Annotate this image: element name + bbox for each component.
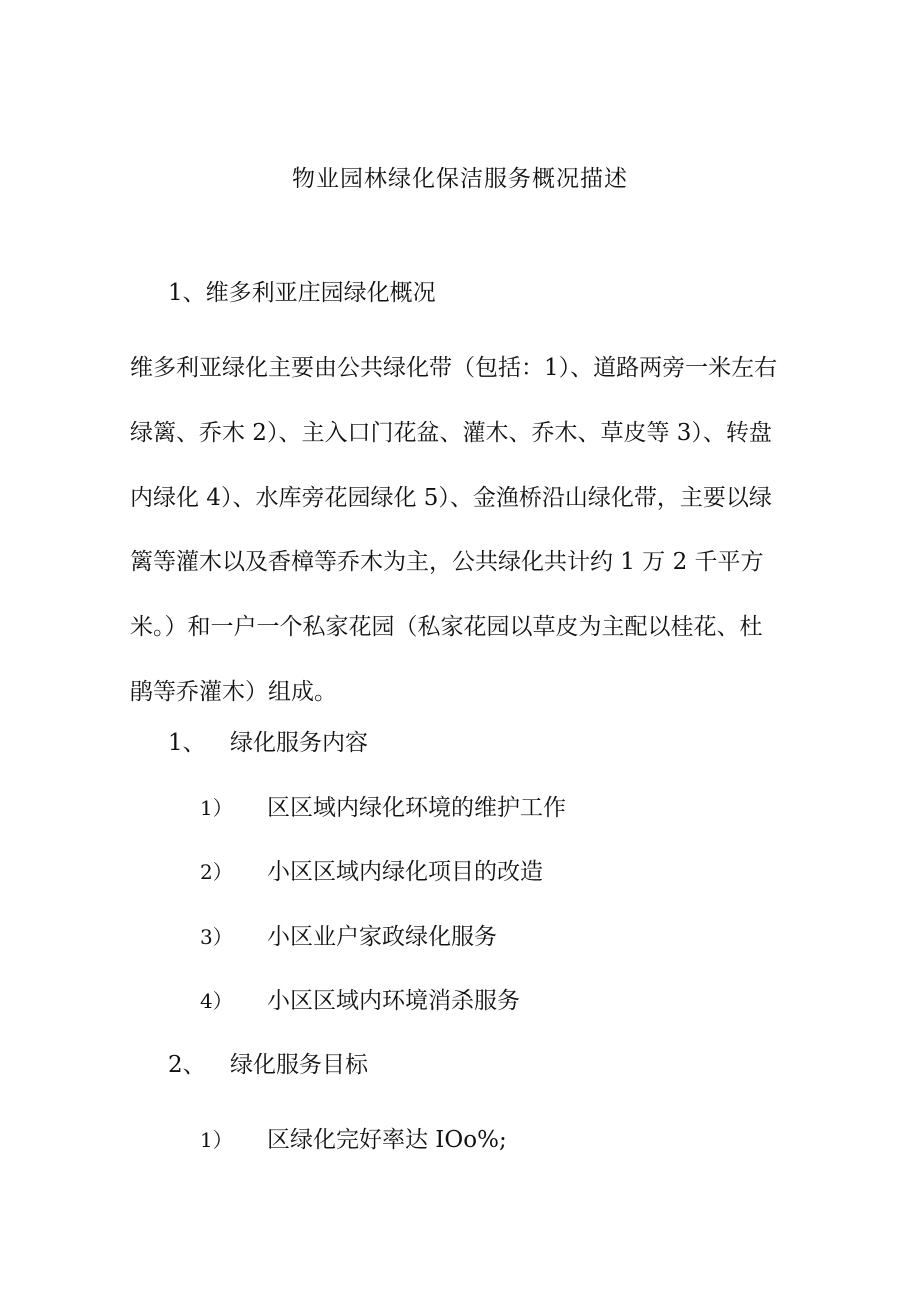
list-item-number: 2） [200,860,233,884]
list-item [200,1123,507,1157]
paragraph-line: 篱等灌木以及香樟等乔木为主，公共绿化共计约 1 万 2 千平方 [130,549,764,576]
list-item [200,791,566,825]
heading-number: 1、 [168,730,206,756]
list-item [200,920,497,954]
list-item-number: 1） [200,796,233,820]
list-item-text: 区绿化完好率达 IOo%; [267,1127,507,1153]
list-item-number: 3） [200,925,233,949]
heading-number: 2、 [168,1052,206,1078]
service-goals-heading [168,1048,368,1082]
paragraph-line: 鹃等乔灌木）组成。 [130,678,337,705]
list-item-number: 4） [200,989,233,1013]
list-item [200,855,543,889]
list-item [200,984,520,1018]
list-item-text: 小区业户家政绿化服务 [267,924,497,950]
list-item-number: 1） [200,1128,233,1152]
section-1-heading: 1、维多利亚庄园绿化概况 [168,280,436,306]
paragraph-line: 绿篱、乔木 2）、主入口门花盆、灌木、乔木、草皮等 3）、转盘 [130,419,772,446]
document-title: 物业园林绿化保洁服务概况描述 [292,166,628,192]
service-content-heading [168,726,368,760]
greening-overview-paragraph [130,336,850,725]
heading-label: 绿化服务目标 [230,1052,368,1078]
heading-label: 绿化服务内容 [230,730,368,756]
paragraph-line: 维多利亚绿化主要由公共绿化带（包括：1）、道路两旁一米左右 [130,355,778,381]
list-item-text: 小区区域内环境消杀服务 [267,988,520,1014]
paragraph-line: 内绿化 4）、水库旁花园绿化 5）、金渔桥沿山绿化带，主要以绿 [130,484,772,511]
list-item-text: 区区域内绿化环境的维护工作 [267,795,566,821]
list-item-text: 小区区域内绿化项目的改造 [267,859,543,885]
paragraph-line: 米。）和一户一个私家花园（私家花园以草皮为主配以桂花、杜 [130,614,763,641]
